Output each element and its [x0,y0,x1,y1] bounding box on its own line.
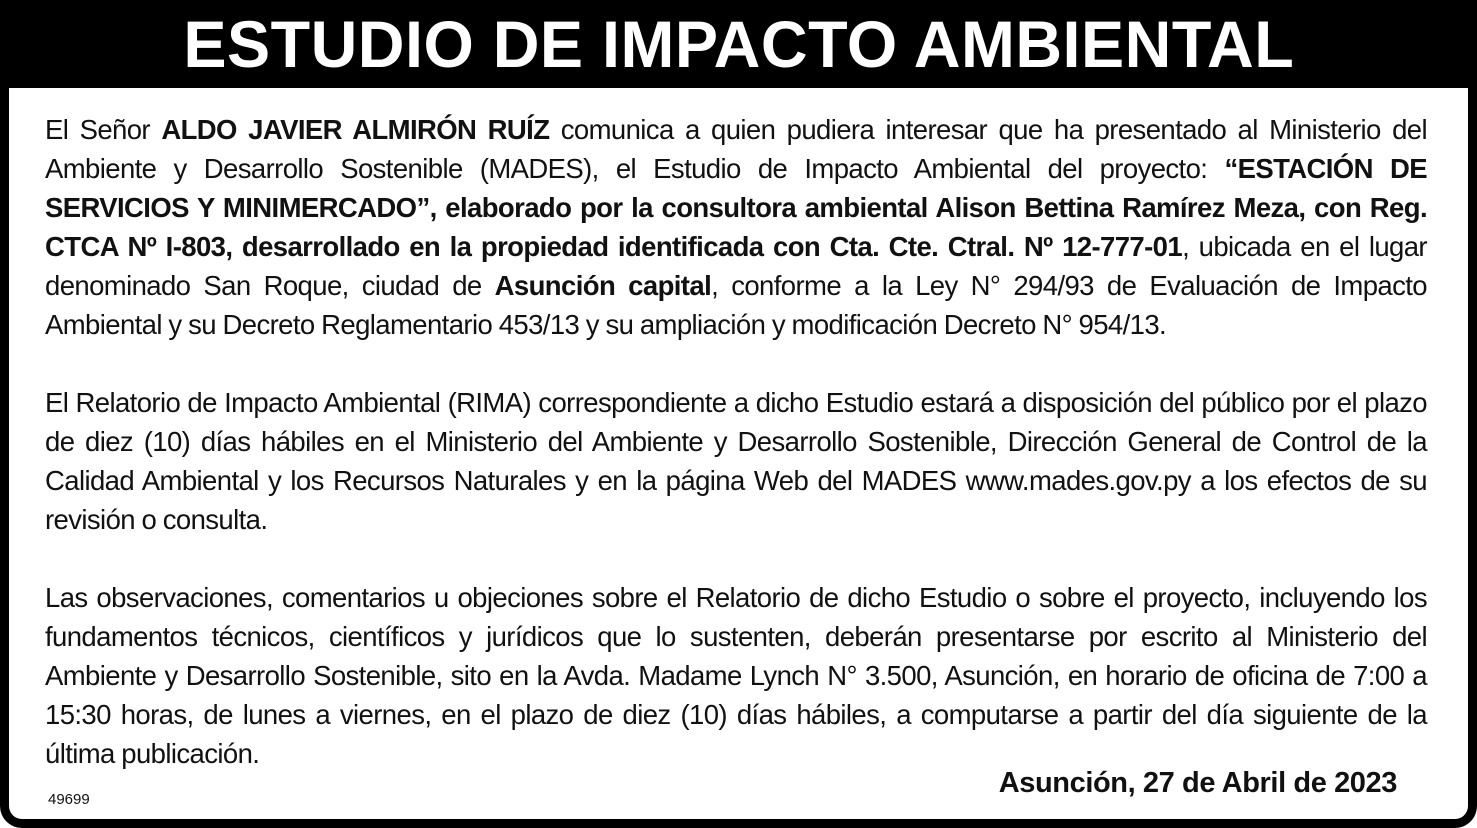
paragraph-rima-availability: El Relatorio de Impacto Ambiental (RIMA) correspondiente a dicho Estudio estará a disposición del público por el plazo de diez (10) días hábiles en el Ministerio del Ambiente y Desarrollo Sostenible, Dirección General de Control de la Calidad Ambiental y los Recursos Naturales y en la página Web del MADES www.mades.gov.py a los efectos de su revisión o consulta. [45,387,1427,535]
text-segment: , conforme a la Ley N° 294/93 de Evaluación de Impacto Ambiental y su Decreto Reglamentario 453/13 y su ampliación y modificación Decreto N° 954/13. [45,270,1427,340]
text-segment: comunica a quien pudiera interesar que ha presentado al Ministerio del Ambiente y Desarrollo Sostenible (MADES), el Estudio de Impacto Ambiental del proyecto: [45,114,1427,184]
dateline: Asunción, 27 de Abril de 2023 [998,767,1397,799]
paragraph-observations: Las observaciones, comentarios u objeciones sobre el Relatorio de dicho Estudio o sobre el proyecto, incluyendo los fundamentos técnicos, científicos y jurídicos que lo sustenten, deberán presentarse por escrito al Ministerio del Ambiente y Desarrollo Sostenible, sito en la Avda. Madame Lynch N° 3.500, Asunción, en horario de oficina de 7:00 a 15:30 horas, de lunes a viernes, en el plazo de diez (10) días hábiles, a computarse a partir del día siguiente de la última publicación. [45,582,1427,769]
applicant-name: ALDO JAVIER ALMIRÓN RUÍZ [161,114,550,145]
city-name: Asunción capital [494,270,712,301]
project-details: “ESTACIÓN DE SERVICIOS Y MINIMERCADO”, elaborado por la consultora ambiental Alison Bettina Ramírez Meza, con Reg. CTCA Nº I-803, desarrollado en la propiedad identificada con Cta. Cte. Ctral. Nº 12-777-01 [45,153,1427,262]
notice-body [45,110,1427,773]
text-segment: , ubicada en el lugar denominado San Roque, ciudad de [45,231,1427,301]
text-segment: El Señor [45,114,162,145]
title-bar [9,0,1468,88]
paragraph-announcement [45,110,1427,344]
reference-number: 49699 [48,791,90,808]
notice-title: ESTUDIO DE IMPACTO AMBIENTAL [183,7,1294,81]
